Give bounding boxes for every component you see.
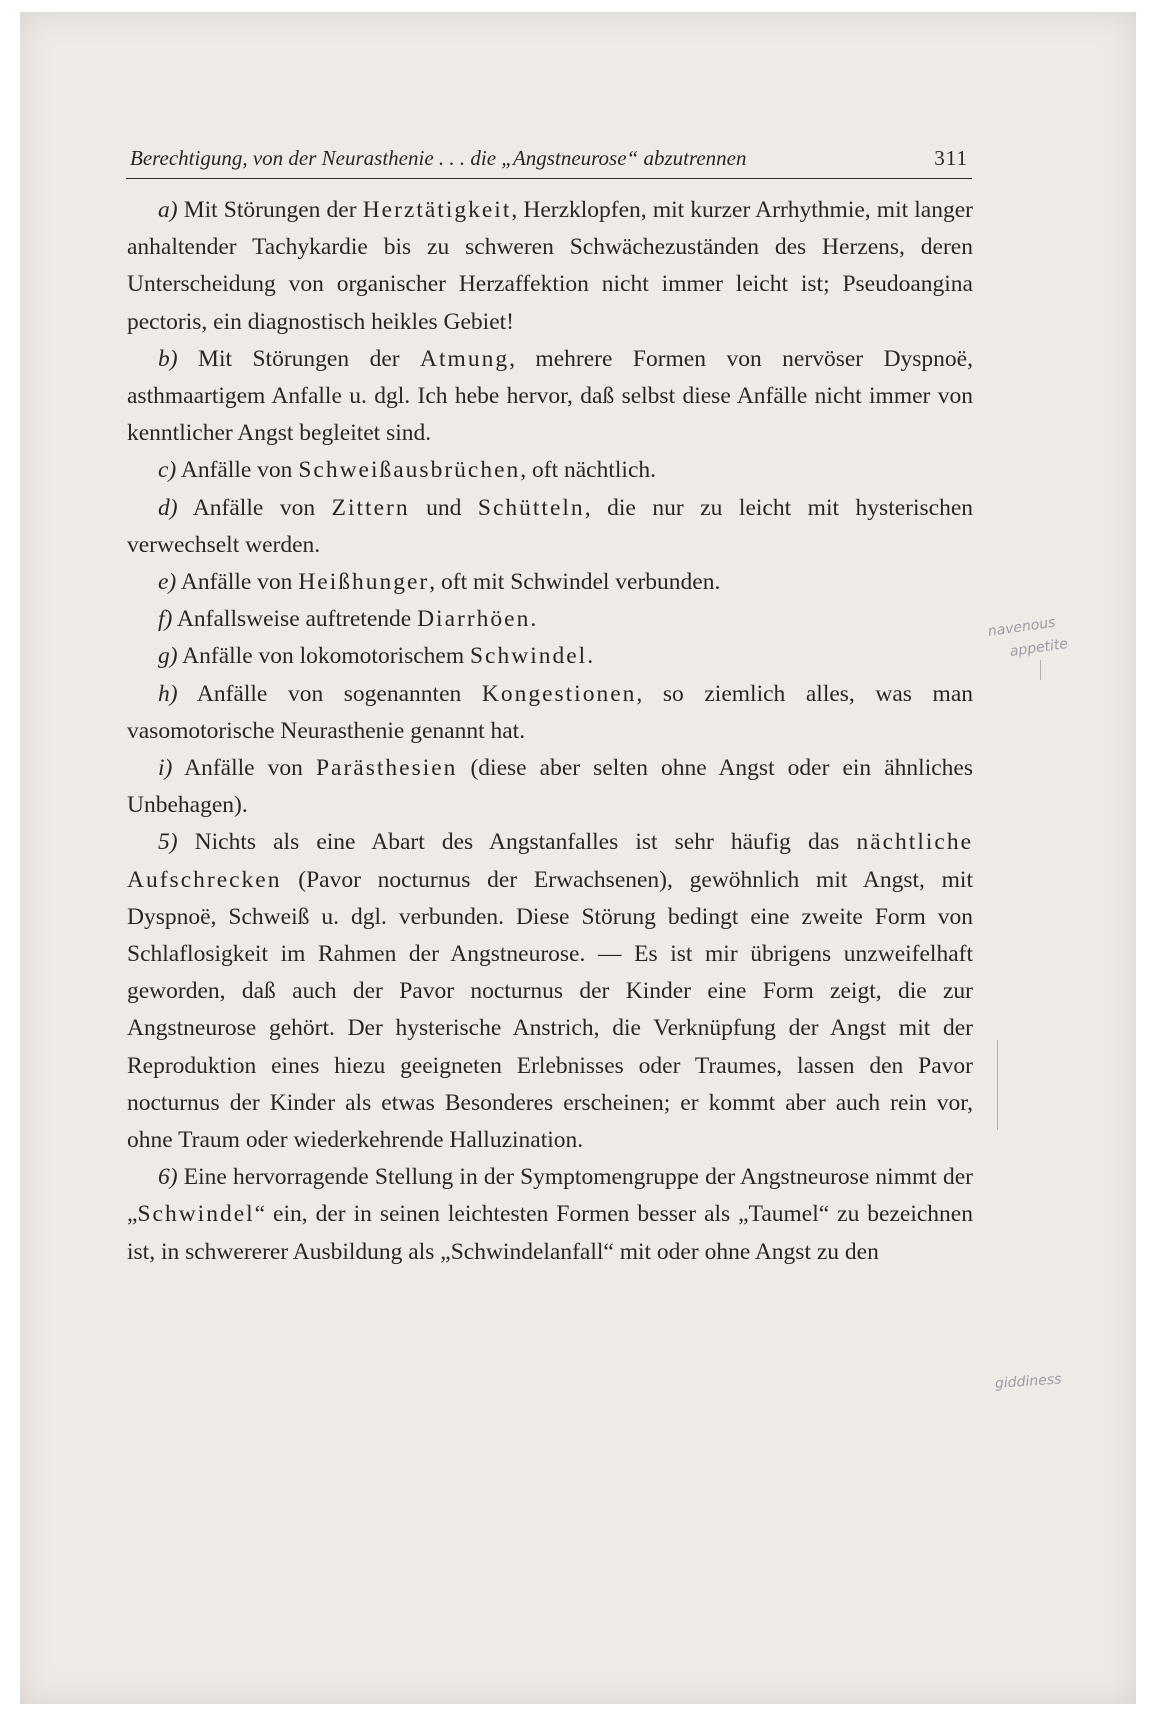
text-run: (diese aber selten ohne Angst oder ein ähnliches Unbehagen).: [127, 755, 973, 819]
spaced-term: Zittern: [331, 494, 410, 521]
paragraph: [127, 452, 973, 489]
spaced-term: Herztätigkeit: [362, 197, 512, 223]
body-text: [127, 192, 973, 1271]
paragraph: [127, 1159, 973, 1271]
spaced-term: Heißhunger: [298, 569, 430, 596]
paragraph: [127, 341, 973, 453]
text-run: , die nur zu leicht mit hysterischen verwechselt werden.: [127, 494, 974, 558]
text-run: , mehrere Formen von nervöser Dyspnoë, asthmaartigem Anfalle u. dgl. Ich hebe hervor, daß selbst diese Anfälle nicht immer von kenntlicher Angst begleitet sind.: [127, 345, 973, 447]
spaced-term: Parästhesien: [315, 755, 458, 782]
text-run: , oft nächtlich.: [520, 457, 656, 484]
text-run: .: [587, 643, 594, 670]
pencil-mark: [1040, 660, 1041, 680]
text-run: Anfälle von: [172, 755, 316, 782]
margin-note: navenous: [986, 614, 1057, 640]
text-run: .: [530, 606, 537, 633]
item-label: h): [158, 680, 178, 707]
spaced-term: Schweißausbrüchen: [298, 457, 521, 484]
text-run: Anfälle von: [176, 569, 299, 596]
paragraph: [127, 750, 973, 824]
text-run: Nichts als eine Abart des Angstanfalles ist sehr häufig das: [177, 829, 857, 856]
spaced-term: Schwindel: [137, 1201, 255, 1228]
page-number: 311: [934, 146, 968, 170]
margin-note: appetite: [1008, 635, 1069, 660]
item-label: f): [158, 606, 173, 633]
paragraph: [127, 564, 973, 601]
item-label: d): [158, 494, 178, 521]
item-label: a): [158, 197, 178, 223]
spaced-term: Atmung: [420, 345, 510, 372]
text-run: Anfälle von: [176, 457, 299, 484]
paragraph: [127, 192, 973, 341]
running-header: [130, 146, 968, 176]
text-run: Anfallsweise auftretende: [172, 606, 418, 633]
item-label: 6): [158, 1164, 178, 1191]
paragraph: [127, 490, 973, 564]
item-label: e): [158, 569, 177, 596]
spaced-term: Diarrhöen: [417, 606, 531, 633]
text-run: Anfälle von: [177, 494, 332, 521]
paragraph: [127, 824, 973, 1159]
text-run: , Herzklopfen, mit kurzer Arrhythmie, mit langer anhaltender Tachykardie bis zu schweren Schwächezuständen des Herzens, deren Unterscheidung von organischer Herzaffektion nicht immer leicht ist; Pseudoangina pectoris, ein diagnostisch heikles Gebiet!: [127, 197, 973, 335]
item-label: c): [158, 457, 177, 484]
text-run: und: [409, 494, 478, 521]
text-run: Eine hervorragende Stellung in der Symptomengruppe der Angstneurose nimmt der „: [127, 1164, 973, 1228]
spaced-term: Schwindel: [469, 643, 588, 670]
spaced-term: nächtliche Aufschrecken: [127, 829, 973, 893]
paragraph: [127, 638, 973, 675]
margin-note: giddiness: [994, 1371, 1062, 1392]
paragraph: [127, 676, 973, 750]
text-run: , oft mit Schwindel verbunden.: [429, 569, 721, 596]
text-run: , so ziemlich alles, was man vasomotorische Neurasthenie genannt hat.: [127, 680, 974, 744]
pencil-mark: [997, 1040, 998, 1130]
text-run: “ ein, der in seinen leichtesten Formen besser als „Taumel“ zu bezeichnen ist, in schwererer Ausbildung als „Schwindelanfall“ mit oder ohne Angst zu den: [127, 1201, 973, 1265]
item-label: g): [158, 643, 178, 670]
item-label: b): [158, 345, 178, 372]
header-rule: [126, 178, 972, 179]
text-run: Anfälle von sogenannten: [177, 680, 482, 707]
item-label: i): [158, 755, 173, 782]
text-run: (Pavor nocturnus der Erwachsenen), gewöhnlich mit Angst, mit Dyspnoë, Schweiß u. dgl. verbunden. Diese Störung bedingt eine zweite Form von Schlaflosigkeit im Rahmen der Angstneurose. — Es ist mir übrigens unzweifelhaft geworden, daß auch der Pavor nocturnus der Kinder eine Form zeigt, die zur Angstneurose gehört. Der hysterische Anstrich, die Verknüpfung der Angst mit der Reproduktion eines hiezu geeigneten Erlebnisses oder Traumes, lassen den Pavor nocturnus der Kinder als etwas Besonderes erscheinen; er kommt aber auch rein vor, ohne Traum oder wiederkehrende Halluzination.: [127, 866, 973, 1154]
running-header-title: Berechtigung, von der Neurasthenie . . . die „Angstneurose“ abzutrennen: [130, 146, 747, 170]
spaced-term: Kongestionen: [481, 680, 637, 707]
paragraph: [127, 601, 973, 638]
text-run: Mit Störungen der: [177, 345, 421, 372]
text-run: Mit Störungen der: [177, 197, 363, 223]
item-label: 5): [158, 829, 178, 856]
text-run: Anfälle von lokomotorischem: [177, 643, 470, 670]
spaced-term: Schütteln: [477, 494, 585, 521]
